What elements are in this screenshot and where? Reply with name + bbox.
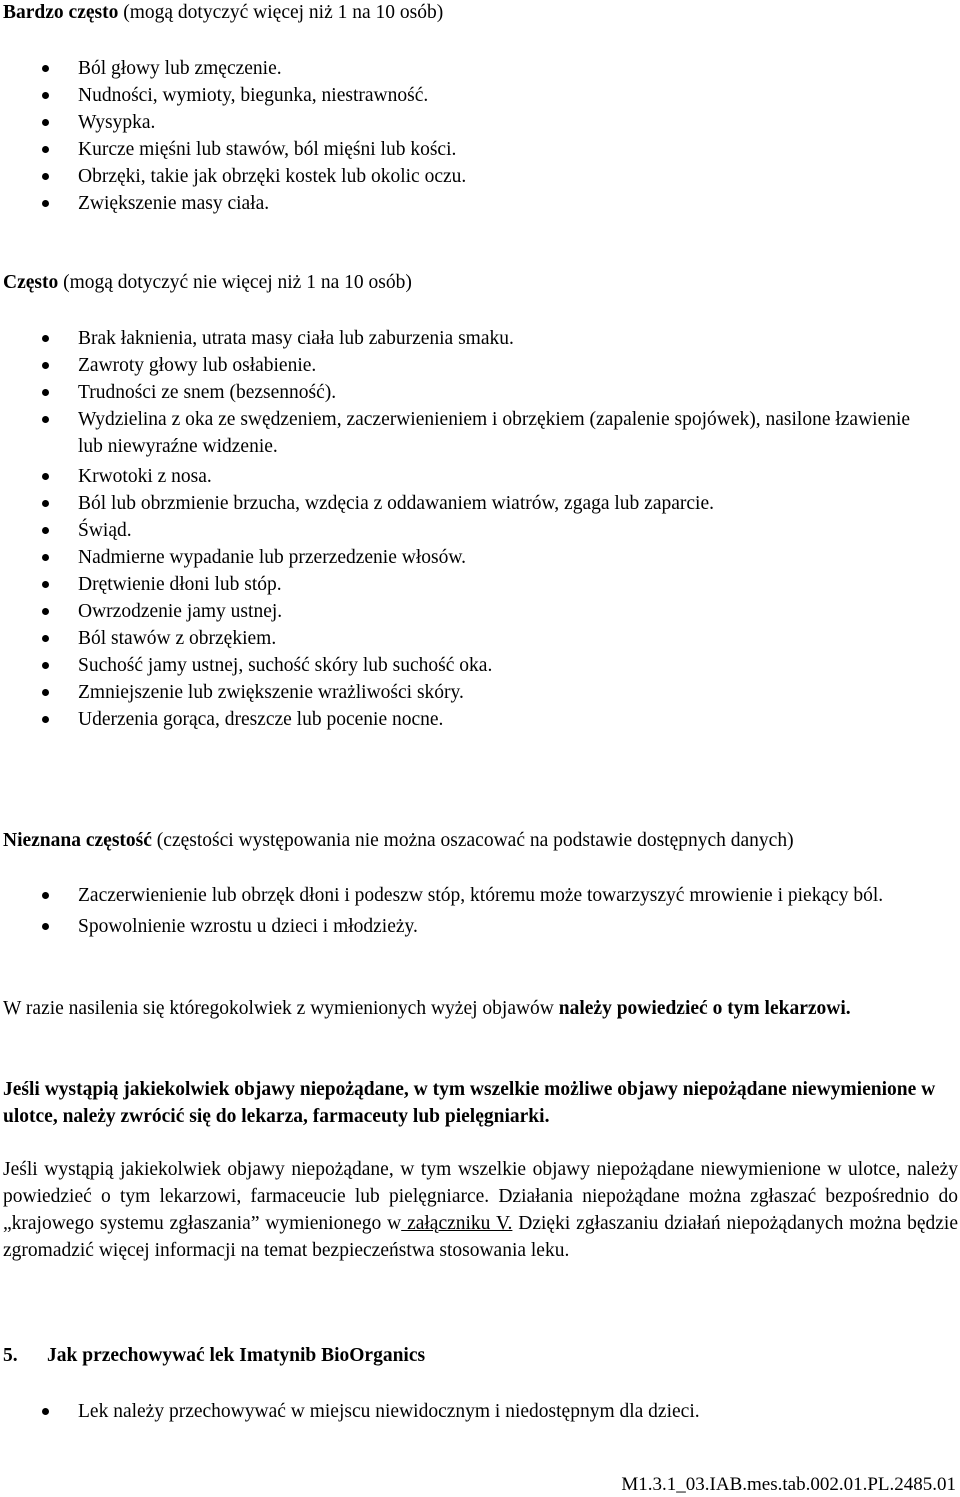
list-item: Wydzielina z oka ze swędzeniem, zaczerwienieniem i obrzękiem (zapalenie spojówek), nasilone łzawienie lub niewyraźne widzenie. bbox=[0, 406, 960, 460]
bold-warning-paragraph: Jeśli wystąpią jakiekolwiek objawy niepożądane, w tym wszelkie możliwe objawy niepożądane niewymienione w ulotce, należy zwrócić się do lekarza, farmaceuty lub pielęgniarki. bbox=[3, 1079, 936, 1127]
unknown-frequency-desc: (częstości występowania nie można oszacować na podstawie dostępnych danych) bbox=[151, 830, 794, 851]
very-common-desc: (mogą dotyczyć więcej niż 1 na 10 osób) bbox=[118, 2, 444, 23]
bullet-icon bbox=[42, 716, 49, 723]
list-item: Wysypka. bbox=[0, 109, 960, 136]
list-item: Owrzodzenie jamy ustnej. bbox=[0, 598, 960, 625]
list-item: Suchość jamy ustnej, suchość skóry lub suchość oka. bbox=[0, 652, 960, 679]
list-item: Zmniejszenie lub zwiększenie wrażliwości skóry. bbox=[0, 679, 960, 706]
common-desc: (mogą dotyczyć nie więcej niż 1 na 10 osób) bbox=[58, 272, 412, 293]
bullet-icon bbox=[42, 173, 49, 180]
list-item: Ból głowy lub zmęczenie. bbox=[0, 55, 960, 82]
unknown-frequency-heading bbox=[3, 828, 794, 854]
bullet-icon bbox=[42, 581, 49, 588]
bullet-icon bbox=[42, 473, 49, 480]
list-item: Uderzenia gorąca, dreszcze lub pocenie nocne. bbox=[0, 706, 960, 733]
common-label: Często bbox=[3, 272, 59, 293]
unknown-frequency-list bbox=[0, 882, 960, 940]
bullet-icon bbox=[42, 335, 49, 342]
common-heading bbox=[3, 270, 412, 296]
very-common-label: Bardzo często bbox=[3, 2, 119, 23]
list-item: Ból lub obrzmienie brzucha, wzdęcia z oddawaniem wiatrów, zgaga lub zaparcie. bbox=[0, 490, 960, 517]
list-item: Brak łaknienia, utrata masy ciała lub zaburzenia smaku. bbox=[0, 325, 960, 352]
bullet-icon bbox=[42, 923, 49, 930]
reporting-paragraph: Jeśli wystąpią jakiekolwiek objawy niepożądane, w tym wszelkie objawy niepożądane niewymienione w ulotce, należy powiedzieć o tym lekarzowi, farmaceucie lub pielęgniarce. Działania niepożądane można zgłaszać bezpośrednio do „krajowego systemu zgłaszania” wymienionego w załączniku V. Dzięki zgłaszaniu działań niepożądanych można będzie zgromadzić więcej informacji na temat bezpieczeństwa stosowania leku. bbox=[3, 1159, 959, 1261]
list-item: Trudności ze snem (bezsenność). bbox=[0, 379, 960, 406]
bullet-icon bbox=[42, 527, 49, 534]
bullet-icon bbox=[42, 146, 49, 153]
list-item: Krwotoki z nosa. bbox=[0, 463, 960, 490]
list-item: Ból stawów z obrzękiem. bbox=[0, 625, 960, 652]
section-5-title bbox=[3, 1342, 425, 1370]
bullet-icon bbox=[42, 662, 49, 669]
list-item: Nadmierne wypadanie lub przerzedzenie włosów. bbox=[0, 544, 960, 571]
bullet-icon bbox=[42, 635, 49, 642]
list-item: Lek należy przechowywać w miejscu niewidocznym i niedostępnym dla dzieci. bbox=[0, 1398, 960, 1425]
annex-v-link[interactable]: załączniku V. bbox=[401, 1213, 513, 1234]
list-item: Zawroty głowy lub osłabienie. bbox=[0, 352, 960, 379]
list-item: Drętwienie dłoni lub stóp. bbox=[0, 571, 960, 598]
bullet-icon bbox=[42, 554, 49, 561]
list-item: Nudności, wymioty, biegunka, niestrawność. bbox=[0, 82, 960, 109]
list-item: Zaczerwienienie lub obrzęk dłoni i podeszw stóp, któremu może towarzyszyć mrowienie i piekący ból. bbox=[0, 882, 960, 909]
bullet-icon bbox=[42, 92, 49, 99]
document-code-footer: M1.3.1_03.IAB.mes.tab.002.01.PL.2485.01 bbox=[621, 1474, 956, 1495]
list-item: Zwiększenie masy ciała. bbox=[0, 190, 960, 217]
bullet-icon bbox=[42, 389, 49, 396]
common-list bbox=[0, 325, 960, 733]
list-item: Kurcze mięśni lub stawów, ból mięśni lub kości. bbox=[0, 136, 960, 163]
section-title: Jak przechowywać lek Imatynib BioOrganics bbox=[47, 1345, 426, 1366]
bullet-icon bbox=[42, 65, 49, 72]
list-item: Obrzęki, takie jak obrzęki kostek lub okolic oczu. bbox=[0, 163, 960, 190]
bullet-icon bbox=[42, 200, 49, 207]
unknown-frequency-label: Nieznana częstość bbox=[3, 830, 152, 851]
bullet-icon bbox=[42, 362, 49, 369]
bullet-icon bbox=[42, 892, 49, 899]
bullet-icon bbox=[42, 416, 49, 423]
bullet-icon bbox=[42, 119, 49, 126]
list-item: Świąd. bbox=[0, 517, 960, 544]
very-common-heading bbox=[3, 0, 443, 26]
section-number: 5. bbox=[3, 1345, 18, 1366]
bullet-icon bbox=[42, 1408, 49, 1415]
worsening-paragraph: W razie nasilenia się któregokolwiek z wymienionych wyżej objawów należy powiedzieć o tym lekarzowi. bbox=[3, 998, 851, 1019]
list-item: Spowolnienie wzrostu u dzieci i młodzieży. bbox=[0, 913, 960, 940]
bullet-icon bbox=[42, 500, 49, 507]
very-common-list bbox=[0, 55, 960, 217]
storage-list bbox=[0, 1398, 960, 1425]
bullet-icon bbox=[42, 689, 49, 696]
bullet-icon bbox=[42, 608, 49, 615]
